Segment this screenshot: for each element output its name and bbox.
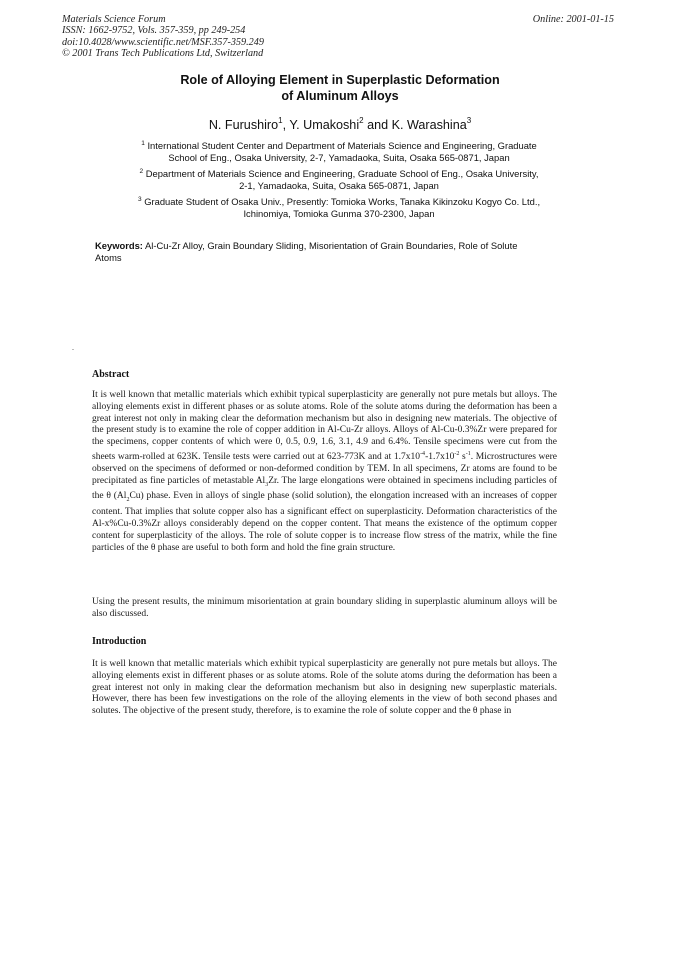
abstract-text-f: Cu) phase. Even in alloys of single phase (solid solution), the elongation increased with an increases of copper content. That implies that solute copper also has a significant effect on superplasticity. Deformation characteristics of the Al-x%Cu-0.3%Zr alloys considerably depend on the copper content. That means the existence of the optimum copper content for superplasticity of the alloys. The role of solute copper is to increase flow stress of the matrix, while the fine particles of the θ phase are useful to both form and hold the fine grain structure. xyxy=(92,491,557,553)
affiliation-3-line-2: Ichinomiya, Tomioka Gunma 370-2300, Japan xyxy=(243,208,435,219)
author-1: N. Furushiro xyxy=(208,118,279,132)
abstract-sup-3: -1 xyxy=(465,450,471,457)
keywords-label: Keywords: xyxy=(95,240,143,251)
title-line-1: Role of Alloying Element in Superplastic Deformation xyxy=(180,73,500,87)
abstract-text-c: s xyxy=(459,452,466,463)
abstract-paragraph-2: Using the present results, the minimum misorientation at grain boundary sliding in superplastic aluminum alloys will be also discussed. xyxy=(92,597,557,619)
copyright-line: © 2001 Trans Tech Publications Ltd, Switzerland xyxy=(62,48,264,60)
affiliation-1 xyxy=(98,140,580,164)
affiliation-2-line-2: 2-1, Yamadaoka, Suita, Osaka 565-0871, Japan xyxy=(239,180,439,191)
affiliation-1-line-1: International Student Center and Department of Materials Science and Engineering, Graduate xyxy=(147,140,537,151)
journal-name: Materials Science Forum xyxy=(62,14,166,25)
affiliation-2-line-1: Department of Materials Science and Engineering, Graduate School of Eng., Osaka University, xyxy=(145,168,539,179)
affiliation-2-sup: 2 xyxy=(139,168,144,175)
abstract-sup-2: -2 xyxy=(454,450,460,457)
author-2-affil-sup: 2 xyxy=(359,116,364,125)
abstract-text-a: It is well known that metallic materials which exhibit typical superplasticity are generally not pure metals but alloys. The alloying elements exist in different phases or as solute atoms. Role of the solute atoms during the deformation has been a great interest not only in making clear the deformation mechanism but also in designing new materials. The objective of the present study is to examine the role of copper addition in Al-Cu-Zr alloys. Alloys of Al-Cu-0.3%Zr were prepared for the specimens, copper contents of which were 0, 0.5, 0.9, 1.6, 3.1, 4.9 and 6.4%. Tensile specimens were cut from the sheets warm-rolled at 623K. Tensile tests were carried out at 623-773K and at 1.7x10 xyxy=(92,390,557,463)
abstract-text-e: Zr. The large elongations were obtained in specimens including particles of the θ (Al xyxy=(92,475,557,502)
online-date: Online: 2001-01-15 xyxy=(532,14,614,25)
author-2: , Y. Umakoshi xyxy=(282,118,360,132)
journal-header xyxy=(62,14,264,60)
keywords xyxy=(95,240,540,264)
abstract-sub-1: 3 xyxy=(265,481,269,488)
abstract-sub-2: 2 xyxy=(126,497,130,504)
affiliation-2 xyxy=(98,168,580,192)
affiliation-3 xyxy=(98,196,580,220)
introduction-heading: Introduction xyxy=(92,636,147,647)
doi-line: doi:10.4028/www.scientific.net/MSF.357-359.249 xyxy=(62,36,264,48)
author-1-affil-sup: 1 xyxy=(278,116,283,125)
paper-title xyxy=(95,72,585,104)
issn-line: ISSN: 1662-9752, Vols. 357-359, pp 249-254 xyxy=(62,25,246,37)
author-3-affil-sup: 3 xyxy=(466,116,472,125)
affiliation-1-sup: 1 xyxy=(141,140,145,147)
scan-speck xyxy=(72,349,74,350)
affiliation-1-line-2: School of Eng., Osaka University, 2-7, Yamadaoka, Suita, Osaka 565-0871, Japan xyxy=(168,152,510,163)
title-line-2: of Aluminum Alloys xyxy=(281,89,399,103)
abstract-text-b: -1.7x10 xyxy=(425,452,455,463)
keywords-text: Al-Cu-Zr Alloy, Grain Boundary Sliding, Misorientation of Grain Boundaries, Role of Solute Atoms xyxy=(95,240,518,263)
author-list xyxy=(95,118,585,132)
abstract-heading: Abstract xyxy=(92,369,130,380)
affiliation-3-sup: 3 xyxy=(137,196,142,203)
abstract-paragraph-1 xyxy=(92,390,557,554)
abstract-sup-1: -4 xyxy=(420,450,426,457)
abstract-text-d: . Microstructures were observed on the specimens of deformed or non-deformed condition by TEM. In all specimens, Zr atoms are found to be precipitated as fine particles of metastable Al xyxy=(92,452,558,486)
introduction-paragraph-1: It is well known that metallic materials which exhibit typical superplasticity are generally not pure metals but alloys. The alloying elements exist in different phases or as solute atoms. Role of the solute atoms during the deformation has been a great interest not only in making clear the deformation mechanism but also in designing new superplastic materials. However, there has been few investigations on the role of the alloying elements in the view of both second phases and solutes. The objective of the present study, therefore, is to examine the role of solute copper and the θ phase in xyxy=(92,659,557,717)
author-3: and K. Warashina xyxy=(363,118,467,132)
affiliation-3-line-1: Graduate Student of Osaka Univ., Presently: Tomioka Works, Tanaka Kikinzoku Kogyo Co. Ltd., xyxy=(144,196,541,207)
